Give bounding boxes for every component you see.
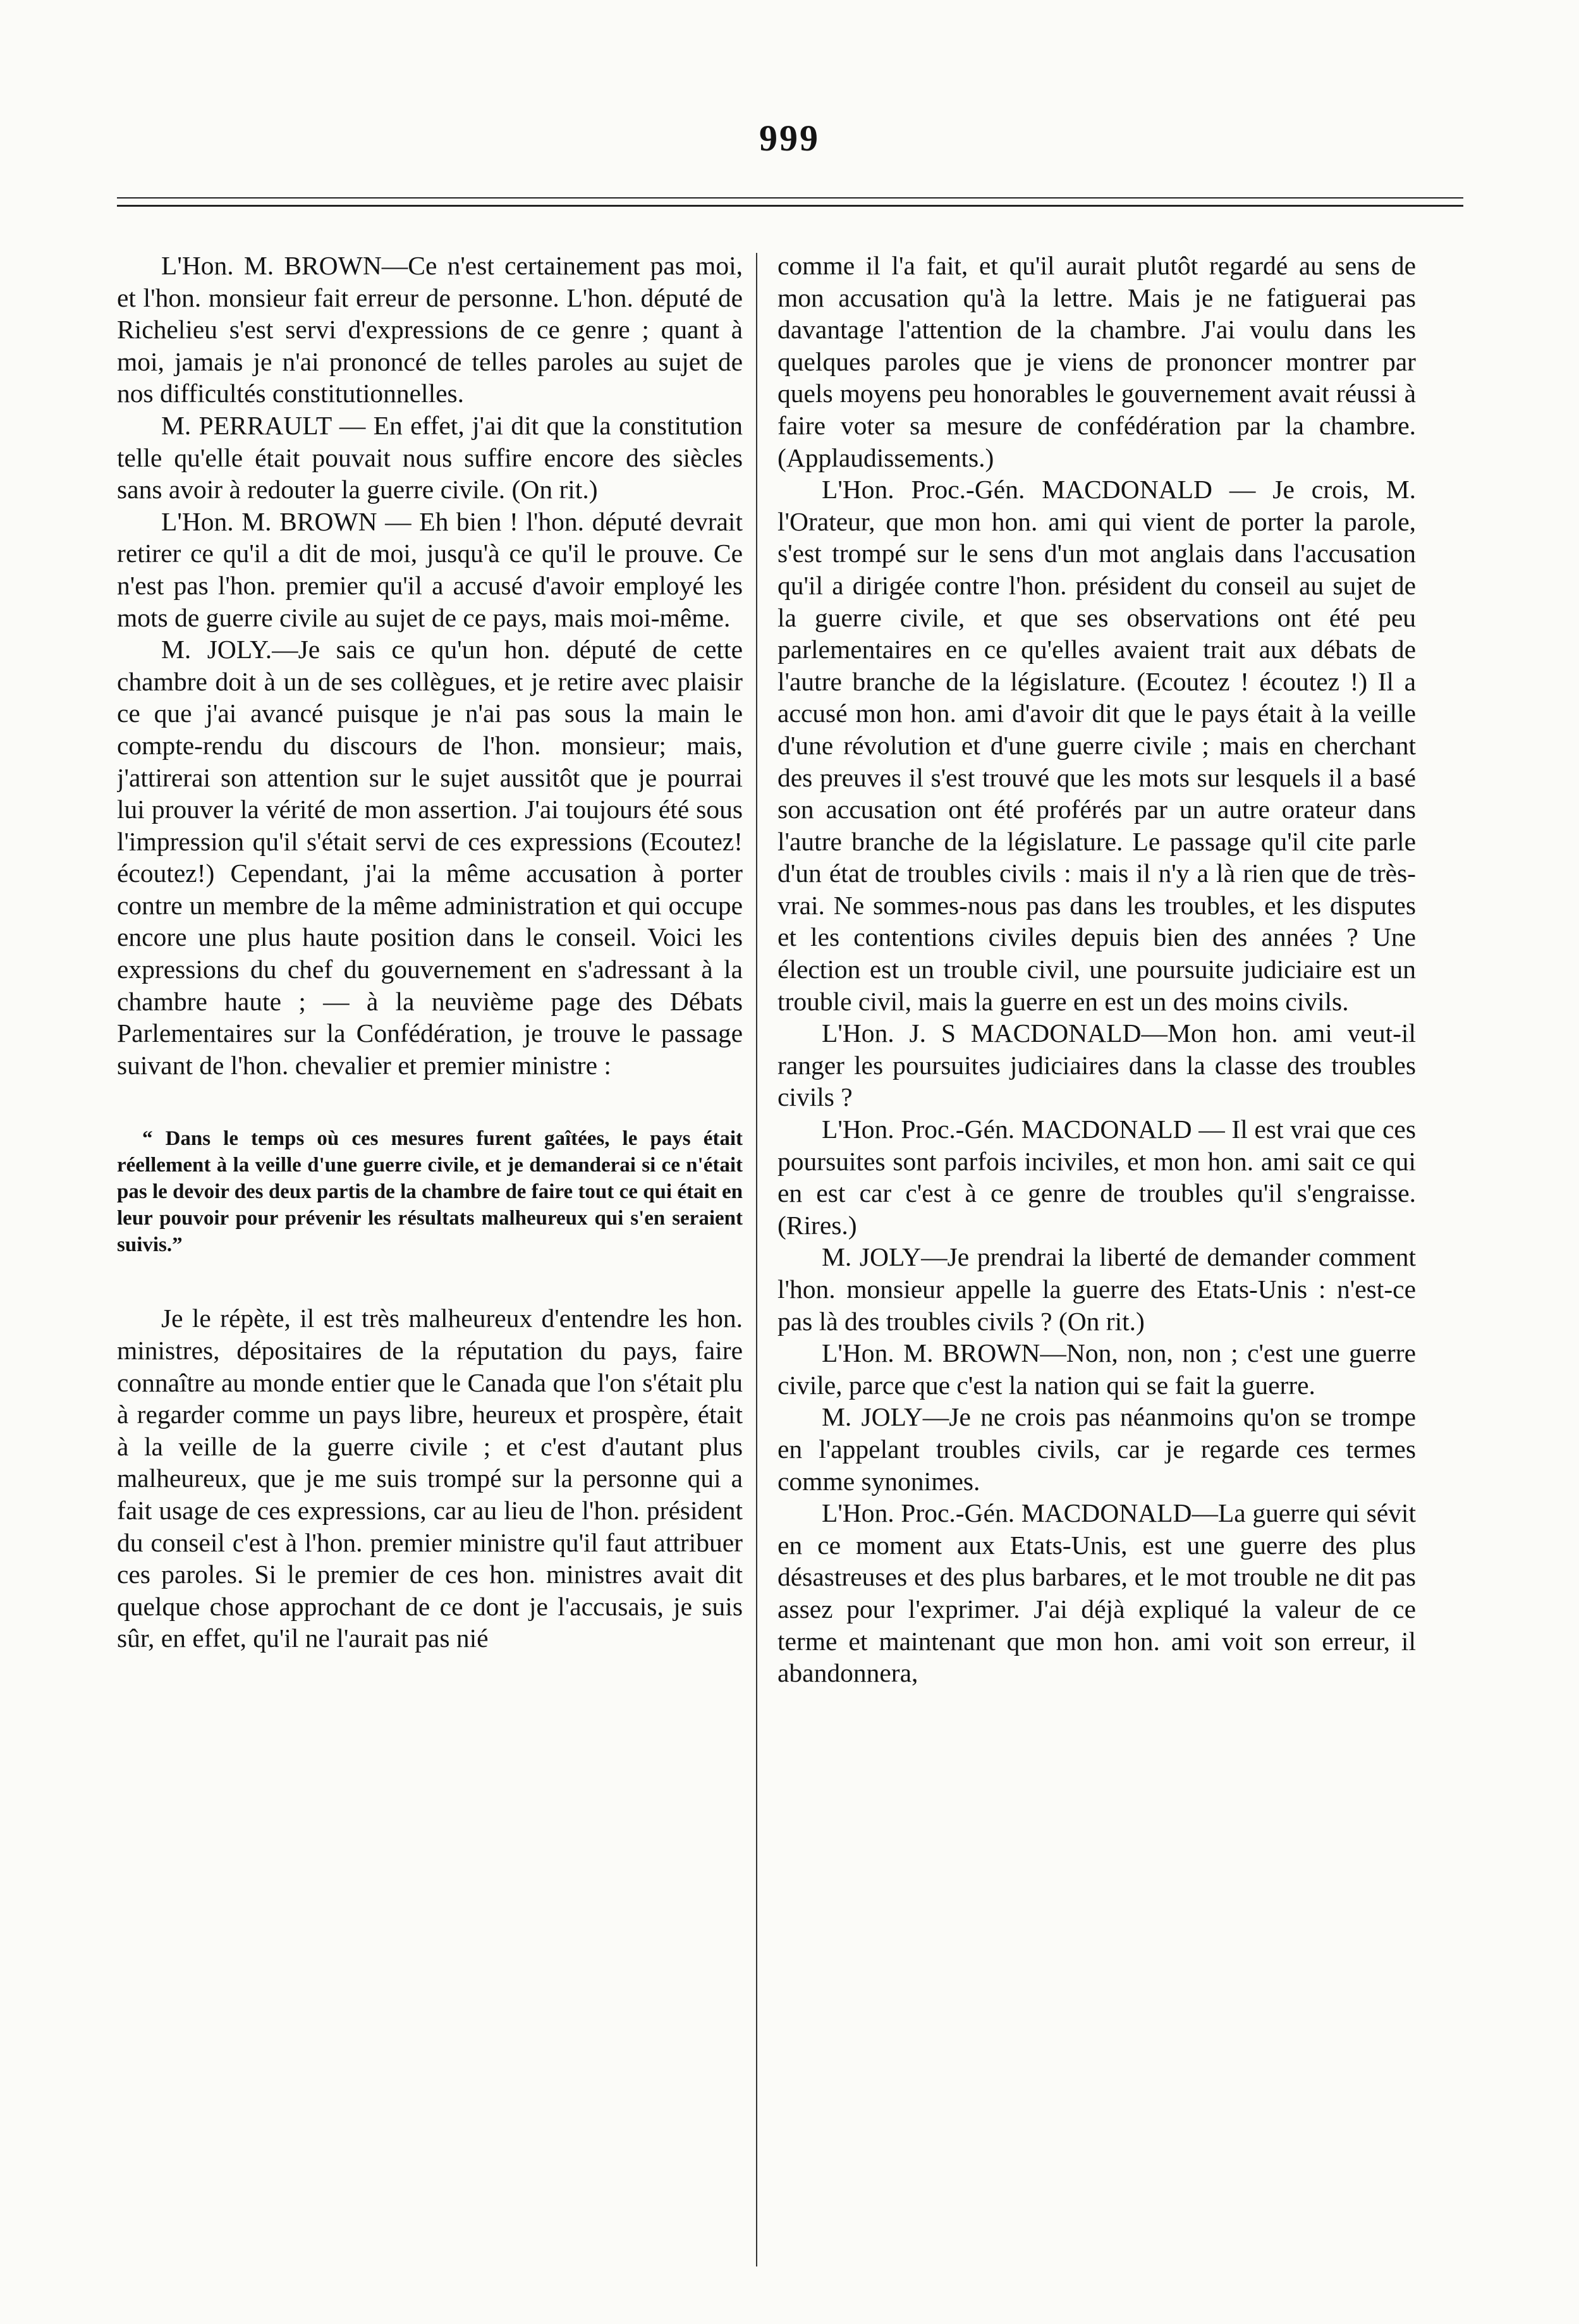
paragraph: L'Hon. M. BROWN—Ce n'est certainement pas moi, et l'hon. monsieur fait erreur de personne. L'hon. député de Richelieu s'est servi d'expressions de ce genre ; quant à moi, jamais je n'ai prononcé de telles paroles au sujet de nos difficultés constitutionnelles. (117, 251, 743, 408)
paragraph: L'Hon. Proc.-Gén. MACDONALD — Je crois, M. l'Orateur, que mon hon. ami qui vient de porter la parole, s'est trompé sur le sens d'un mot anglais dans l'accusation qu'il a dirigée contre l'hon. président du conseil au sujet de la guerre civile, et que ses observations ont été peu parlementaires en ce qu'elles avaient trait aux débats de l'autre branche de la législature. (Ecoutez ! écoutez !) Il a accusé mon hon. ami d'avoir dit que le pays était à la veille d'une révolution et d'une guerre civile ; mais en cherchant des preuves il s'est trouvé que les mots sur lesquels il a basé son accusation ont été proférés par un autre orateur dans l'autre branche de la législature. Le passage qu'il cite parle d'un état de troubles civils : mais il n'y a là rien que de très-vrai. Ne sommes-nous pas dans les troubles, et les disputes et les contentions civiles depuis bien des années ? Une élection est un trouble civil, une poursuite judiciaire est un trouble civil, mais la guerre en est un des moins civils. (777, 475, 1416, 1016)
paragraph: M. JOLY—Je ne crois pas néanmoins qu'on se trompe en l'appelant troubles civils, car je regarde ces termes comme synonimes. (777, 1402, 1416, 1496)
paragraph: M. JOLY—Je prendrai la liberté de demander comment l'hon. monsieur appelle la guerre des Etats-Unis : n'est-ce pas là des troubles civils ? (On rit.) (777, 1242, 1416, 1336)
header-rule (117, 197, 1463, 207)
paragraph: L'Hon. Proc.-Gén. MACDONALD — Il est vrai que ces poursuites sont parfois inciviles, et mon hon. ami sait ce qui en est car c'est à ce genre de troubles qu'il s'engraisse. (Rires.) (777, 1115, 1416, 1240)
right-column (777, 250, 1416, 2254)
paragraph: L'Hon. Proc.-Gén. MACDONALD—La guerre qui sévit en ce moment aux Etats-Unis, est une guerre des plus désastreuses et des plus barbares, et le mot trouble ne dit pas assez pour l'exprimer. J'ai déjà expliqué la valeur de ce terme et maintenant que mon hon. ami voit son erreur, il abandonnera, (777, 1498, 1416, 1688)
column-divider (756, 253, 757, 2266)
paragraph: L'Hon. M. BROWN — Eh bien ! l'hon. député devrait retirer ce qu'il a dit de moi, jusqu'à ce qu'il le prouve. Ce n'est pas l'hon. premier qu'il a accusé d'avoir employé les mots de guerre civile au sujet de ce pays, mais moi-même. (117, 506, 743, 632)
paragraph: L'Hon. M. BROWN—Non, non, non ; c'est une guerre civile, parce que c'est la nation qui se fait la guerre. (777, 1338, 1416, 1400)
paragraph: Je le répète, il est très malheureux d'entendre les hon. ministres, dépositaires de la réputation du pays, faire connaître au monde entier que le Canada que l'on s'était plu à regarder comme un pays libre, heureux et prospère, était à la veille de la guerre civile ; et c'est d'autant plus malheureux, que je me suis trompé sur la personne qui a fait usage de ces expressions, car au lieu de l'hon. président du conseil c'est à l'hon. premier ministre qu'il faut attribuer ces paroles. Si le premier de ces hon. ministres avait dit quelque chose approchant de ce dont je l'accusais, je suis sûr, en effet, qu'il ne l'aurait pas nié (117, 1304, 743, 1653)
left-column (117, 250, 743, 2254)
paragraph: M. PERRAULT — En effet, j'ai dit que la constitution telle qu'elle était pouvait nous suffire encore des siècles sans avoir à redouter la guerre civile. (On rit.) (117, 410, 743, 505)
page-number: 999 (759, 118, 820, 159)
paragraph: M. JOLY.—Je sais ce qu'un hon. député de cette chambre doit à un de ses collègues, et je retire avec plaisir ce que j'ai avancé puisque je n'ai pas sous la main le compte-rendu du discours de l'hon. monsieur; mais, j'attirerai son attention sur le sujet aussitôt que je pourrai lui prouver la vérité de mon assertion. J'ai toujours été sous l'impression qu'il s'était servi de ces expressions (Ecoutez! écoutez!) Cependant, j'ai la même accusation à porter contre un membre de la même administration et qui occupe encore une plus haute position dans le conseil. Voici les expressions du chef du gouvernement en s'adressant à la chambre haute ; — à la neuvième page des Débats Parlementaires sur la Confédération, je trouve le passage suivant de l'hon. chevalier et premier ministre : (117, 635, 743, 1080)
paragraph: L'Hon. J. S MACDONALD—Mon hon. ami veut-il ranger les poursuites judiciaires dans la classe des troubles civils ? (777, 1018, 1416, 1112)
paragraph: comme il l'a fait, et qu'il aurait plutôt regardé au sens de mon accusation qu'à la lettre. Mais je ne fatiguerai pas davantage l'attention de la chambre. J'ai voulu dans les quelques paroles que je viens de prononcer montrer par quels moyens peu honorables le gouvernement avait réussi à faire voter sa mesure de confédération par la chambre. (Applaudissements.) (777, 251, 1416, 472)
block-quote: “ Dans le temps où ces mesures furent gaîtées, le pays était réellement à la veille d'une guerre civile, et je demanderai si ce n'était pas le devoir des deux partis de la chambre de faire tout ce qui était en leur pouvoir pour prévenir les résultats malheureux qui s'en seraient suivis.” (117, 1127, 743, 1257)
